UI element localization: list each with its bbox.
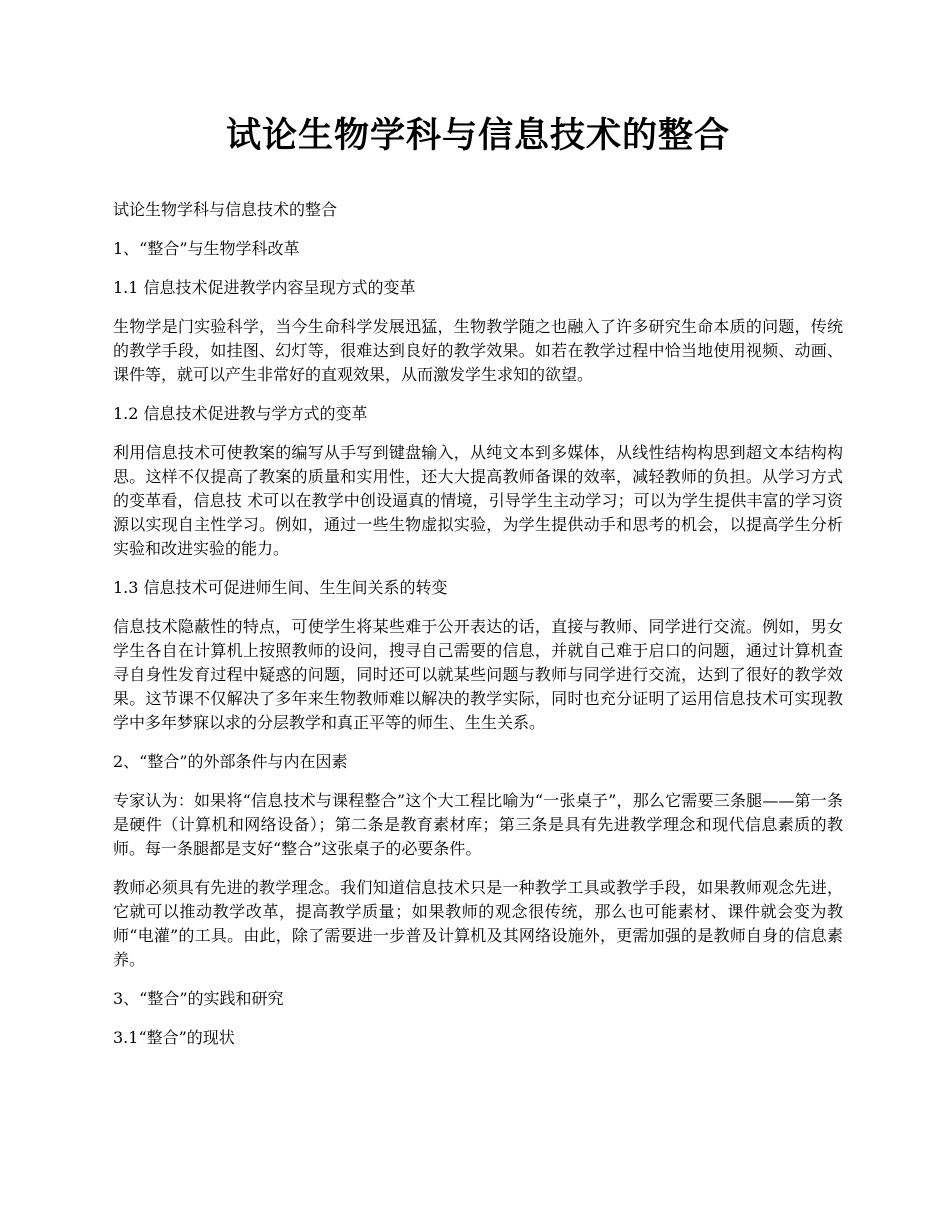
section-2-heading: 2、“整合”的外部条件与内在因素 xyxy=(113,752,348,771)
document-page xyxy=(113,112,843,1065)
section-2-paragraph-1: 专家认为：如果将“信息技术与课程整合”这个大工程比喻为“一张桌子”，那么它需要三条腿——第一条是硬件（计算机和网络设备）；第二条是教育素材库；第三条是具有先进教学理念和现代信息素质的教师。每一条腿都是支好“整合”这张桌子的必要条件。 xyxy=(113,791,843,858)
section-1-3-paragraph: 信息技术隐蔽性的特点，可使学生将某些难于公开表达的话，直接与教师、同学进行交流。例如，男女学生各自在计算机上按照教师的设问，搜寻自己需要的信息，并就自己难于启口的问题，通过计算机查寻自身性发育过程中疑惑的问题，同时还可以就某些问题与教师与同学进行交流，达到了很好的教学效果。这节课不仅解决了多年来生物教师难以解决的教学实际，同时也充分证明了运用信息技术可实现教学中多年梦寐以求的分层教学和真正平等的师生、生生关系。 xyxy=(113,617,843,732)
section-2-paragraph-2: 教师必须具有先进的教学理念。我们知道信息技术只是一种教学工具或教学手段，如果教师观念先进，它就可以推动教学改革，提高教学质量；如果教师的观念很传统，那么也可能素材、课件就会变为教师“电灌”的工具。由此，除了需要进一步普及计算机及其网络设施外，更需加强的是教师自身的信息素养。 xyxy=(113,878,843,969)
section-1-1-paragraph: 生物学是门实验科学，当今生命科学发展迅猛，生物教学随之也融入了许多研究生命本质的问题，传统的教学手段，如挂图、幻灯等，很难达到良好的教学效果。如若在教学过程中恰当地使用视频、动画、课件等，就可以产生非常好的直观效果，从而激发学生求知的欲望。 xyxy=(113,317,843,384)
section-1-1-heading: 1.1 信息技术促进教学内容呈现方式的变革 xyxy=(113,278,416,297)
section-1-2-paragraph: 利用信息技术可使教案的编写从手写到键盘输入，从纯文本到多媒体，从线性结构构思到超文本结构构思。这样不仅提高了教案的质量和实用性，还大大提高教师备课的效率，减轻教师的负担。从学习方式的变革看，信息技 术可以在教学中创设逼真的情境，引导学生主动学习；可以为学生提供丰富的学习资源以实现自主性学习。例如，通过一些生物虚拟实验，为学生提供动手和思考的机会，以提高学生分析实验和改进实验的能力。 xyxy=(113,443,843,558)
document-title: 试论生物学科与信息技术的整合 xyxy=(225,115,730,156)
section-1-3-heading: 1.3 信息技术可促进师生间、生生间关系的转变 xyxy=(113,578,448,597)
section-1-heading: 1、“整合”与生物学科改革 xyxy=(113,239,300,258)
section-1-2-heading: 1.2 信息技术促进教与学方式的变革 xyxy=(113,404,368,423)
section-3-heading: 3、“整合”的实践和研究 xyxy=(113,989,284,1008)
section-3-1-heading: 3.1“整合”的现状 xyxy=(113,1028,235,1047)
document-subtitle: 试论生物学科与信息技术的整合 xyxy=(113,200,338,219)
